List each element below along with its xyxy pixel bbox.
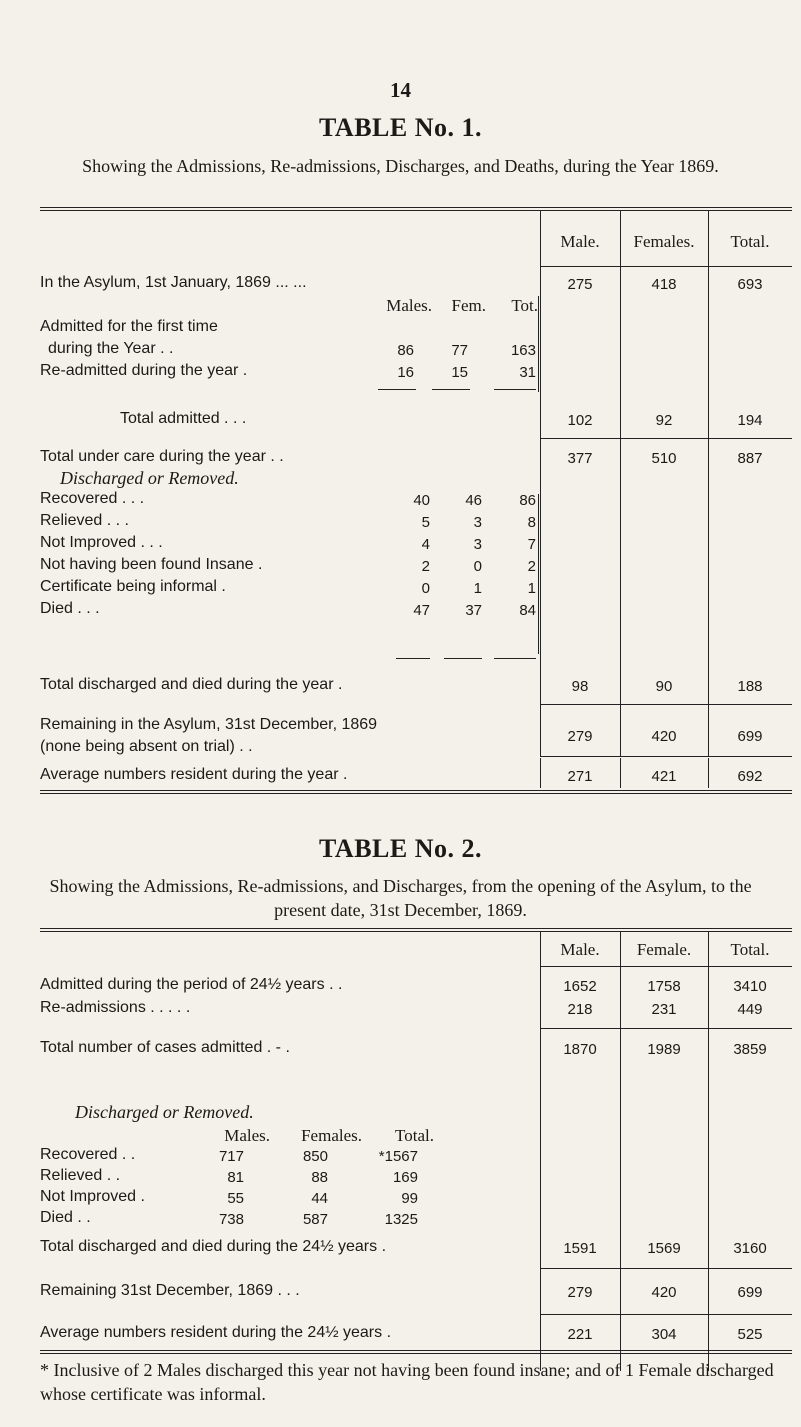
table1-rule-admitted	[540, 438, 792, 439]
table1-discharge-value: 47	[413, 602, 430, 619]
table2-remaining-total: 699	[737, 1284, 763, 1301]
table1-average-label: Average numbers resident during the year .	[40, 766, 348, 783]
table1-under-care-label: Total under care during the year . .	[40, 448, 284, 465]
table1-total-admitted-total: 194	[737, 412, 763, 429]
table2-discharged-heading: Discharged or Removed.	[75, 1102, 254, 1122]
table1-discharge-value: 5	[421, 514, 430, 531]
table2-rule-remaining	[540, 1314, 792, 1315]
table2-total-cases-total: 3859	[733, 1041, 767, 1058]
table1-discharge-value: 7	[527, 536, 536, 553]
table2-total-discharged-male: 1591	[563, 1240, 597, 1257]
table1-discharge-value: 0	[421, 580, 430, 597]
table1-header-male: Male.	[560, 232, 600, 251]
table1-top-rule-2	[40, 210, 792, 211]
table1-discharge-value: 86	[519, 492, 536, 509]
table1-discharged-heading: Discharged or Removed.	[60, 468, 239, 488]
table1-discharge-value: 3	[473, 536, 482, 553]
table1-discharge-value: 3	[473, 514, 482, 531]
table2-total-cases-male: 1870	[563, 1041, 597, 1058]
table1-header-females: Females.	[633, 232, 695, 251]
table1-total-discharged-male: 98	[571, 678, 589, 695]
table2-remaining-male: 279	[567, 1284, 593, 1301]
table1-remaining-female: 420	[651, 728, 677, 745]
table2-col-divider-2	[620, 931, 621, 1371]
table1-title: TABLE No. 1.	[319, 113, 482, 142]
table1-discharge-value: 37	[465, 602, 482, 619]
table2-bottom-rule	[40, 1350, 792, 1351]
table1-average-female: 421	[651, 768, 677, 785]
table1-discharge-label: Certificate being informal .	[40, 578, 226, 595]
table1-discharge-label: Not Improved . . .	[40, 534, 163, 551]
table2-rule-discharged	[540, 1268, 792, 1269]
table2-discharge-value: 55	[227, 1190, 244, 1207]
table1-bottom-rule	[40, 790, 792, 791]
table1-admitted-label-2: during the Year . .	[48, 340, 174, 357]
table2-readmissions-total: 449	[737, 1001, 763, 1018]
table1-in-asylum-total: 693	[737, 276, 763, 293]
table2-total-discharged-female: 1569	[647, 1240, 681, 1257]
table1-readmitted-total: 31	[519, 364, 536, 381]
table1-discharge-rule-2	[444, 658, 482, 659]
table1-discharge-label: Recovered . . .	[40, 490, 145, 507]
table2-discharge-value: 717	[218, 1148, 244, 1165]
table1-discharge-value: 0	[473, 558, 482, 575]
table1-discharge-label: Died . . .	[40, 600, 100, 617]
table1-subtotal-rule-3	[494, 389, 536, 390]
table2-total-discharged-label: Total discharged and died during the 24½ years .	[40, 1238, 387, 1255]
table1-discharge-rule-1	[396, 658, 430, 659]
table1-discharge-value: 2	[527, 558, 536, 575]
table2-top-rule-2	[40, 931, 792, 932]
table2-discharge-value: 1325	[384, 1211, 418, 1228]
table1-admitted-male: 86	[397, 342, 414, 359]
table1-subtotal-rule-2	[432, 389, 470, 390]
table1-remaining-male: 279	[567, 728, 593, 745]
table2-discharge-value: *1567	[378, 1148, 418, 1165]
table2-discharge-label: Recovered . .	[40, 1146, 136, 1163]
table1-remaining-label: Remaining in the Asylum, 31st December, 1869	[40, 716, 378, 733]
table1-discharge-value: 40	[413, 492, 430, 509]
table2-discharge-label: Not Improved .	[40, 1188, 145, 1205]
table1-discharge-value: 4	[421, 536, 430, 553]
table2-title: TABLE No. 2.	[319, 834, 482, 863]
table1-subtitle: Showing the Admissions, Re-admissions, Discharges, and Deaths, during the Year 1869.	[82, 156, 719, 176]
table1-admitted-label: Admitted for the first time	[40, 318, 218, 335]
page-number: 14	[390, 78, 411, 102]
table1-total-discharged-female: 90	[655, 678, 673, 695]
table2-average-total: 525	[737, 1326, 763, 1343]
table1-total-admitted-female: 92	[655, 412, 673, 429]
table2-header-total: Total.	[730, 940, 770, 959]
table2-sub-header-males: Males.	[224, 1126, 270, 1145]
table1-subtotal-rule-1	[378, 389, 416, 390]
table1-subtable-right-rule	[538, 296, 539, 392]
table1-discharge-rule-3	[494, 658, 536, 659]
table1-sub-header-males: Males.	[386, 296, 432, 315]
table1-under-care-female: 510	[651, 450, 677, 467]
table2-discharge-value: 44	[311, 1190, 328, 1207]
table1-discharge-value: 1	[473, 580, 482, 597]
table1-discharge-right-rule	[538, 494, 539, 654]
table2-total-discharged-total: 3160	[733, 1240, 767, 1257]
table1-average-total: 692	[737, 768, 763, 785]
table1-discharge-label: Relieved . . .	[40, 512, 129, 529]
table2-discharge-value: 99	[401, 1190, 418, 1207]
table1-sub-header-fem: Fem.	[451, 296, 486, 315]
table2-col-divider-1	[540, 931, 541, 1371]
table1-remaining-label-2: (none being absent on trial) . .	[40, 738, 253, 755]
table1-total-admitted-male: 102	[567, 412, 593, 429]
table1-under-care-male: 377	[567, 450, 593, 467]
table2-admitted-female: 1758	[647, 978, 681, 995]
table2-discharge-label: Died . .	[40, 1209, 91, 1226]
table1-admitted-total: 163	[510, 342, 536, 359]
table2-top-rule	[40, 928, 792, 929]
table1-discharge-value: 8	[527, 514, 536, 531]
table1-readmitted-label: Re-admitted during the year .	[40, 362, 248, 379]
table1-discharge-label: Not having been found Insane .	[40, 556, 263, 573]
table2-readmissions-female: 231	[651, 1001, 677, 1018]
table2-sub-header-total: Total.	[395, 1126, 434, 1145]
table1-rule-discharged	[540, 704, 792, 705]
table2-average-male: 221	[567, 1326, 593, 1343]
table2-average-label: Average numbers resident during the 24½ years .	[40, 1324, 392, 1341]
table2-total-cases-label: Total number of cases admitted . - .	[40, 1039, 290, 1056]
table2-discharge-value: 850	[302, 1148, 328, 1165]
table1-readmitted-female: 15	[451, 364, 468, 381]
table1-discharge-value: 2	[421, 558, 430, 575]
table1-total-discharged-total: 188	[737, 678, 763, 695]
table1-total-admitted-label: Total admitted . . .	[120, 410, 247, 427]
table2-discharge-label: Relieved . .	[40, 1167, 121, 1184]
table1-readmitted-male: 16	[397, 364, 414, 381]
table2-discharge-value: 88	[311, 1169, 328, 1186]
table1-in-asylum-label: In the Asylum, 1st January, 1869 ... ...	[40, 274, 307, 291]
table2-sub-header-females: Females.	[301, 1126, 362, 1145]
table1-bottom-rule-2	[40, 793, 792, 794]
table2-header-male: Male.	[560, 940, 600, 959]
table1-discharge-value: 46	[465, 492, 482, 509]
table1-total-discharged-label: Total discharged and died during the year .	[40, 676, 343, 693]
table2-bottom-rule-2	[40, 1353, 792, 1354]
table2-subtitle: Showing the Admissions, Re-admissions, and Discharges, from the opening of the Asylum, to the present date, 31st December, 1869.	[49, 876, 752, 920]
table2-col-divider-3	[708, 931, 709, 1371]
table1-header-total: Total.	[730, 232, 770, 251]
table1-top-rule	[40, 207, 792, 208]
table2-average-female: 304	[651, 1326, 677, 1343]
footnote: * Inclusive of 2 Males discharged this year not having been found insane; and of 1 Female discharged whose certificate was informal.	[40, 1360, 774, 1404]
table2-admitted-total: 3410	[733, 978, 767, 995]
table2-remaining-female: 420	[651, 1284, 677, 1301]
table1-average-male: 271	[567, 768, 593, 785]
table1-discharge-value: 1	[527, 580, 536, 597]
table2-total-cases-female: 1989	[647, 1041, 681, 1058]
table1-in-asylum-male: 275	[567, 276, 593, 293]
table2-readmissions-male: 218	[567, 1001, 593, 1018]
table1-discharge-value: 84	[519, 602, 536, 619]
table1-sub-header-tot: Tot.	[511, 296, 538, 315]
table1-rule-remaining	[540, 756, 792, 757]
table2-header-rule	[540, 966, 792, 967]
table2-discharge-value: 587	[302, 1211, 328, 1228]
table2-discharge-value: 738	[218, 1211, 244, 1228]
table2-rule-readmissions	[540, 1028, 792, 1029]
table2-remaining-label: Remaining 31st December, 1869 . . .	[40, 1282, 300, 1299]
table1-remaining-total: 699	[737, 728, 763, 745]
table2-header-female: Female.	[636, 940, 692, 959]
table2-admitted-male: 1652	[563, 978, 597, 995]
table1-admitted-female: 77	[451, 342, 468, 359]
table1-under-care-total: 887	[737, 450, 763, 467]
table1-header-rule	[540, 266, 792, 267]
table2-discharge-value: 169	[392, 1169, 418, 1186]
table2-readmissions-label: Re-admissions . . . . .	[40, 999, 191, 1016]
table2-discharge-value: 81	[227, 1169, 244, 1186]
table1-in-asylum-female: 418	[651, 276, 677, 293]
table2-admitted-label: Admitted during the period of 24½ years . .	[40, 976, 343, 993]
